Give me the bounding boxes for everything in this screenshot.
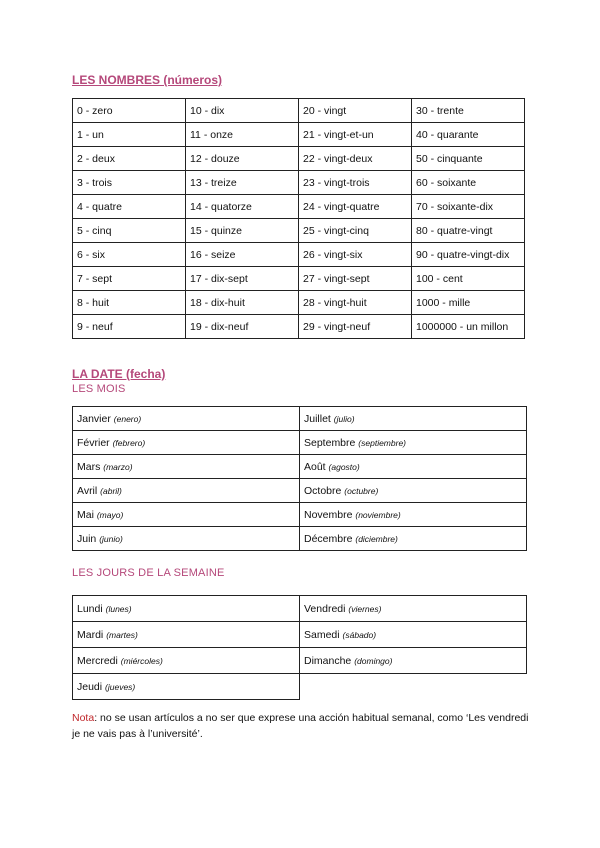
month-cell-translation: (diciembre)	[355, 533, 398, 544]
month-cell	[73, 503, 300, 527]
month-cell-name: Septembre	[304, 436, 356, 449]
day-cell-name: Mercredi	[77, 654, 118, 667]
table-row	[73, 99, 525, 123]
note-label: Nota	[72, 712, 95, 724]
table-row	[73, 674, 527, 700]
month-cell-translation: (enero)	[113, 413, 142, 424]
month-cell	[300, 431, 527, 455]
numbers-heading: LES NOMBRES (números)	[72, 73, 223, 87]
months-heading: LES MOIS	[72, 383, 126, 395]
note	[72, 710, 532, 742]
table-row	[73, 171, 525, 195]
month-cell-name: Mars	[77, 460, 101, 473]
number-cell: 4 - quatre	[73, 195, 186, 219]
month-cell	[73, 431, 300, 455]
day-cell-name: Jeudi	[77, 680, 103, 693]
month-cell	[73, 407, 300, 431]
month-cell-translation: (marzo)	[103, 461, 133, 472]
table-row	[73, 431, 527, 455]
number-cell: 18 - dix-huit	[186, 291, 299, 315]
month-cell-translation: (junio)	[99, 533, 123, 544]
number-cell: 28 - vingt-huit	[299, 291, 412, 315]
date-heading: LA DATE (fecha)	[72, 367, 166, 381]
note-text: : no se usan artículos a no ser que exprese una acción habitual semanal, como ‘Les vendredi je ne vais pas à l’université’.	[72, 712, 529, 740]
number-cell: 5 - cinq	[73, 219, 186, 243]
month-cell-translation: (febrero)	[112, 437, 146, 448]
number-cell: 30 - trente	[412, 99, 525, 123]
table-row	[73, 291, 525, 315]
day-cell-translation: (martes)	[106, 629, 138, 640]
numbers-table	[72, 98, 525, 339]
number-cell: 8 - huit	[73, 291, 186, 315]
month-cell-name: Juin	[77, 532, 97, 545]
table-row	[73, 243, 525, 267]
number-cell: 19 - dix-neuf	[186, 315, 299, 339]
month-cell	[300, 407, 527, 431]
day-cell	[300, 596, 527, 622]
month-cell	[73, 527, 300, 551]
number-cell: 26 - vingt-six	[299, 243, 412, 267]
day-cell-name: Samedi	[304, 628, 340, 641]
month-cell-translation: (julio)	[333, 413, 355, 424]
month-cell	[300, 503, 527, 527]
number-cell: 3 - trois	[73, 171, 186, 195]
day-cell-translation: (jueves)	[105, 681, 136, 692]
number-cell: 40 - quarante	[412, 123, 525, 147]
month-cell	[300, 455, 527, 479]
day-cell	[73, 674, 300, 700]
number-cell: 1000 - mille	[412, 291, 525, 315]
table-row	[73, 622, 527, 648]
day-cell-name: Lundi	[77, 602, 103, 615]
month-cell	[300, 479, 527, 503]
day-cell	[300, 648, 527, 674]
number-cell: 60 - soixante	[412, 171, 525, 195]
month-cell	[73, 479, 300, 503]
number-cell: 7 - sept	[73, 267, 186, 291]
number-cell: 11 - onze	[186, 123, 299, 147]
month-cell-name: Novembre	[304, 508, 353, 521]
table-row	[73, 455, 527, 479]
day-cell-translation: (lunes)	[105, 603, 132, 614]
number-cell: 10 - dix	[186, 99, 299, 123]
month-cell-name: Octobre	[304, 484, 342, 497]
number-cell: 12 - douze	[186, 147, 299, 171]
table-row	[73, 315, 525, 339]
number-cell: 1000000 - un millon	[412, 315, 525, 339]
table-row	[73, 219, 525, 243]
day-cell	[73, 596, 300, 622]
month-cell-name: Janvier	[77, 412, 111, 425]
month-cell-translation: (octubre)	[344, 485, 379, 496]
number-cell: 27 - vingt-sept	[299, 267, 412, 291]
day-cell	[73, 648, 300, 674]
month-cell-translation: (abril)	[100, 485, 122, 496]
number-cell: 1 - un	[73, 123, 186, 147]
month-cell-translation: (septiembre)	[358, 437, 407, 448]
month-cell-name: Juillet	[304, 412, 331, 425]
month-cell-translation: (agosto)	[328, 461, 360, 472]
number-cell: 2 - deux	[73, 147, 186, 171]
days-table	[72, 595, 527, 700]
table-row	[73, 123, 525, 147]
month-cell	[73, 455, 300, 479]
table-row	[73, 527, 527, 551]
day-cell	[73, 622, 300, 648]
number-cell: 14 - quatorze	[186, 195, 299, 219]
table-row	[73, 503, 527, 527]
number-cell: 80 - quatre-vingt	[412, 219, 525, 243]
number-cell: 22 - vingt-deux	[299, 147, 412, 171]
day-cell-name: Dimanche	[304, 654, 352, 667]
month-cell-name: Février	[77, 436, 110, 449]
day-cell-translation: (viernes)	[348, 603, 382, 614]
number-cell: 24 - vingt-quatre	[299, 195, 412, 219]
table-row	[73, 479, 527, 503]
day-cell-name: Vendredi	[304, 602, 346, 615]
table-row	[73, 648, 527, 674]
table-row	[73, 195, 525, 219]
months-table	[72, 406, 527, 551]
table-row	[73, 596, 527, 622]
number-cell: 50 - cinquante	[412, 147, 525, 171]
day-cell-translation: (domingo)	[354, 655, 393, 666]
number-cell: 100 - cent	[412, 267, 525, 291]
month-cell-name: Décembre	[304, 532, 353, 545]
day-cell-translation: (sábado)	[342, 629, 377, 640]
table-row	[73, 147, 525, 171]
day-cell	[300, 622, 527, 648]
number-cell: 25 - vingt-cinq	[299, 219, 412, 243]
month-cell-name: Avril	[77, 484, 98, 497]
number-cell: 6 - six	[73, 243, 186, 267]
month-cell-translation: (mayo)	[96, 509, 124, 520]
number-cell: 16 - seize	[186, 243, 299, 267]
number-cell: 15 - quinze	[186, 219, 299, 243]
number-cell: 21 - vingt-et-un	[299, 123, 412, 147]
month-cell-translation: (noviembre)	[355, 509, 401, 520]
day-cell-name: Mardi	[77, 628, 104, 641]
month-cell-name: Mai	[77, 508, 94, 521]
month-cell	[300, 527, 527, 551]
number-cell: 9 - neuf	[73, 315, 186, 339]
number-cell: 0 - zero	[73, 99, 186, 123]
number-cell: 90 - quatre-vingt-dix	[412, 243, 525, 267]
number-cell: 20 - vingt	[299, 99, 412, 123]
number-cell: 29 - vingt-neuf	[299, 315, 412, 339]
table-row	[73, 407, 527, 431]
day-cell-translation: (miércoles)	[120, 655, 163, 666]
number-cell: 17 - dix-sept	[186, 267, 299, 291]
month-cell-name: Août	[304, 460, 326, 473]
days-heading: LES JOURS DE LA SEMAINE	[72, 567, 225, 579]
number-cell: 70 - soixante-dix	[412, 195, 525, 219]
number-cell: 23 - vingt-trois	[299, 171, 412, 195]
number-cell: 13 - treize	[186, 171, 299, 195]
table-row	[73, 267, 525, 291]
empty-cell	[300, 674, 527, 700]
